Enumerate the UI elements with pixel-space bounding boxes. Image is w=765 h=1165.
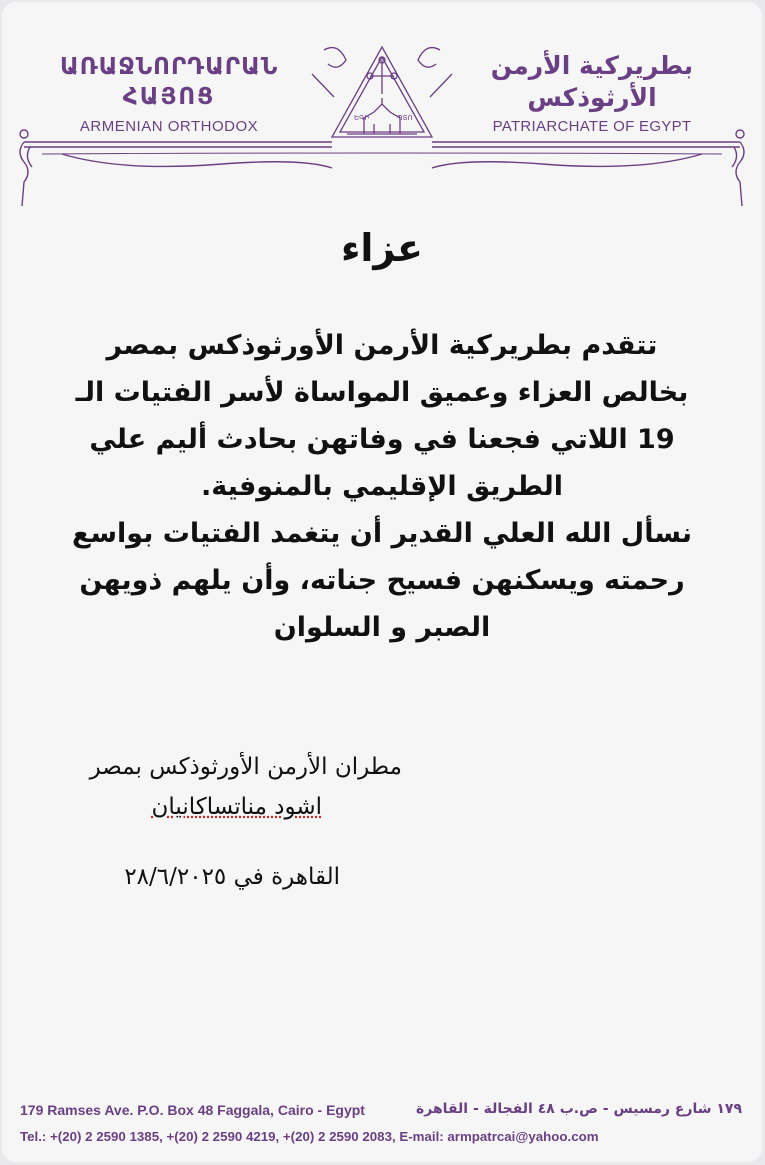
signature-title: مطران الأرمن الأورثوذكس بمصر [89, 754, 402, 780]
footer-address-en: 179 Ramses Ave. P.O. Box 48 Faggala, Cairo - Egypt [20, 1102, 365, 1118]
english-left-title: ARMENIAN ORTHODOX [79, 118, 259, 135]
letter-page [2, 2, 762, 1162]
body-paragraph-condolence: تتقدم بطريركية الأرمن الأورثوذكس بمصر بخالص العزاء وعميق المواساة لأسر الفتيات الـ 19 اللاتي فجعنا في وفاتهن بحادث أليم علي الطريق الإقليمي بالمنوفية. [75, 330, 689, 502]
english-right-title: PATRIARCHATE OF EGYPT [492, 118, 692, 135]
armenian-title: ԱՌԱՋՆՈՐԴԱՐԱՆ [60, 54, 279, 80]
armenian-subtitle: ՀԱՅՈՑ [122, 84, 216, 110]
svg-text:ՊՏՈ: ՊՏՈ [397, 114, 413, 122]
signature-name-row [22, 794, 322, 820]
letter-body [62, 322, 702, 651]
signature-name: اشود مناتساكانيان [151, 794, 322, 820]
svg-text:ԵԳԻ: ԵԳԻ [354, 114, 370, 122]
arabic-subtitle: الأرثوذكس [527, 83, 657, 112]
footer-address-ar: ١٧٩ شارع رمسيس - ص.ب ٤٨ الفجالة - القاهرة [416, 1101, 742, 1117]
body-paragraph-prayer: نسأل الله العلي القدير أن يتغمد الفتيات بواسع رحمته ويسكنهن فسيح جناته، وأن يلهم ذويهن الصبر و السلوان [72, 518, 692, 643]
letter-heading: عزاء [340, 226, 424, 270]
arabic-title: بطريركية الأرمن [490, 51, 694, 80]
footer-contact: Tel.: +(20) 2 2590 1385, +(20) 2 2590 4219, +(20) 2 2590 2083, E-mail: armpatrcai@yahoo.com [20, 1129, 599, 1144]
cross-church-emblem-icon [312, 47, 452, 137]
letter-date: القاهرة في ٢٨/٦/٢٠٢٥ [124, 864, 340, 890]
